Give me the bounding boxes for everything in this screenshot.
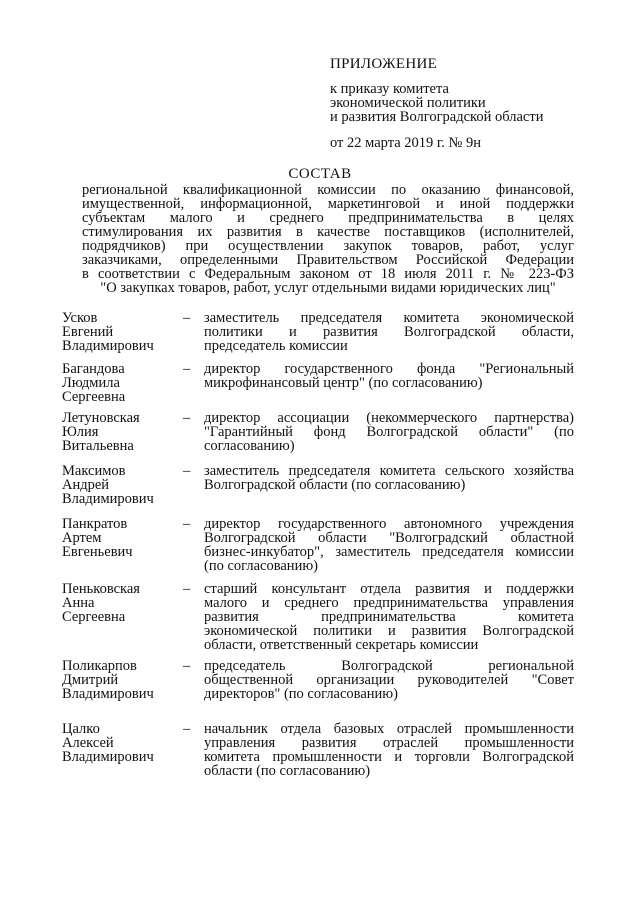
- member-dash: –: [183, 658, 191, 674]
- member-role: [204, 362, 574, 390]
- member-name-part: Панкратов: [62, 516, 128, 532]
- member-role-line: председатель Волгоградской региональной: [204, 658, 574, 674]
- member-name: [62, 311, 172, 353]
- description-line: подрядчиков) при осуществлении закупок товаров, работ, услуг: [82, 238, 574, 254]
- member-name-part: Евгений: [62, 324, 114, 340]
- member-name-part: Артем: [62, 530, 102, 546]
- member-name-part: Евгеньевич: [62, 544, 133, 560]
- member-role-line: согласованию): [204, 438, 295, 454]
- description-line: стимулирования их развития в качестве поставщиков (исполнителей,: [82, 224, 574, 240]
- description-line: имущественной, информационной, маркетинговой и иной поддержки: [82, 196, 574, 212]
- member-role: [204, 582, 574, 652]
- member-role-line: директоров" (по согласованию): [204, 686, 398, 702]
- appendix-block: [330, 57, 590, 150]
- appendix-date: от 22 марта 2019 г. № 9н: [330, 135, 481, 151]
- member-role-line: председатель комиссии: [204, 338, 348, 354]
- description-line: "О закупках товаров, работ, услуг отдельными видами юридических лиц": [100, 280, 556, 296]
- member-role-line: малого и среднего предпринимательства управления: [204, 595, 574, 611]
- member-dash: –: [183, 581, 191, 597]
- member-name: [62, 362, 172, 404]
- member-role-line: начальник отдела базовых отраслей промышленности: [204, 721, 574, 737]
- member-name-part: Владимирович: [62, 338, 154, 354]
- member-role-line: директор государственного фонда "Региональный: [204, 361, 574, 377]
- member-name-part: Юлия: [62, 424, 99, 440]
- member-role-line: (по согласованию): [204, 558, 318, 574]
- member-role-line: области, ответственный секретарь комиссии: [204, 637, 479, 653]
- member-name-part: Людмила: [62, 375, 120, 391]
- member-role-line: директор ассоциации (некоммерческого партнерства): [204, 410, 574, 426]
- member-name-part: Усков: [62, 310, 98, 326]
- appendix-line: к приказу комитета: [330, 81, 449, 97]
- member-name-part: Андрей: [62, 477, 110, 493]
- member-dash: –: [183, 516, 191, 532]
- member-name-part: Алексей: [62, 735, 114, 751]
- member-role: [204, 517, 574, 573]
- member-role-line: экономической политики и развития Волгоградской: [204, 623, 574, 639]
- member-role-line: Волгоградской области "Волгоградский областной: [204, 530, 574, 546]
- member-dash: –: [183, 721, 191, 737]
- member-role: [204, 311, 574, 353]
- member-role-line: Волгоградской области (по согласованию): [204, 477, 466, 493]
- member-name-part: Анна: [62, 595, 95, 611]
- member-role: [204, 659, 574, 701]
- member-role-line: управления развития отраслей промышленности: [204, 735, 574, 751]
- member-dash: –: [183, 361, 191, 377]
- member-name-part: Пеньковская: [62, 581, 140, 597]
- member-name-part: Багандова: [62, 361, 125, 377]
- member-role-line: директор государственного автономного учреждения: [204, 516, 574, 532]
- member-role-line: бизнес-инкубатор", заместитель председателя комиссии: [204, 544, 574, 560]
- appendix-line: и развития Волгоградской области: [330, 109, 544, 125]
- member-name: [62, 464, 172, 506]
- member-name-part: Владимирович: [62, 491, 154, 507]
- description-line: субъектам малого и среднего предпринимательства в целях: [82, 210, 574, 226]
- member-role-line: старший консультант отдела развития и поддержки: [204, 581, 574, 597]
- member-name-part: Дмитрий: [62, 672, 119, 688]
- member-name: [62, 659, 172, 701]
- document-heading: СОСТАВ: [288, 166, 352, 182]
- member-role-line: микрофинансовый центр" (по согласованию): [204, 375, 483, 391]
- member-role: [204, 464, 574, 492]
- member-name-part: Сергеевна: [62, 389, 126, 405]
- member-name-part: Максимов: [62, 463, 126, 479]
- member-role-line: заместитель председателя комитета сельского хозяйства: [204, 463, 574, 479]
- member-name-part: Поликарпов: [62, 658, 137, 674]
- member-name-part: Летуновская: [62, 410, 140, 426]
- member-dash: –: [183, 310, 191, 326]
- member-name-part: Цалко: [62, 721, 100, 737]
- member-dash: –: [183, 463, 191, 479]
- description-line: региональной квалификационной комиссии по оказанию финансовой,: [82, 182, 574, 198]
- member-name-part: Сергеевна: [62, 609, 126, 625]
- member-name-part: Владимирович: [62, 686, 154, 702]
- member-name-part: Владимирович: [62, 749, 154, 765]
- member-role: [204, 411, 574, 453]
- member-name-part: Витальевна: [62, 438, 134, 454]
- member-role-line: "Гарантийный фонд Волгоградской области" (по: [204, 424, 574, 440]
- member-name: [62, 722, 172, 764]
- appendix-title: ПРИЛОЖЕНИЕ: [330, 56, 438, 72]
- member-role-line: развития предпринимательства комитета: [204, 609, 574, 625]
- commission-description: [82, 183, 574, 295]
- member-role-line: политики и развития Волгоградской области,: [204, 324, 574, 340]
- member-role: [204, 722, 574, 778]
- member-role-line: области (по согласованию): [204, 763, 371, 779]
- description-line: в соответствии с Федеральным законом от 18 июля 2011 г. № 223-ФЗ: [82, 266, 574, 282]
- appendix-line: экономической политики: [330, 95, 486, 111]
- member-role-line: общественной организации руководителей "Совет: [204, 672, 574, 688]
- member-name: [62, 411, 172, 453]
- description-line: заказчиками, определенными Правительством Российской Федерации: [82, 252, 574, 268]
- member-name: [62, 517, 172, 559]
- member-role-line: заместитель председателя комитета экономической: [204, 310, 574, 326]
- member-dash: –: [183, 410, 191, 426]
- member-role-line: комитета промышленности и торговли Волгоградской: [204, 749, 574, 765]
- member-name: [62, 582, 172, 624]
